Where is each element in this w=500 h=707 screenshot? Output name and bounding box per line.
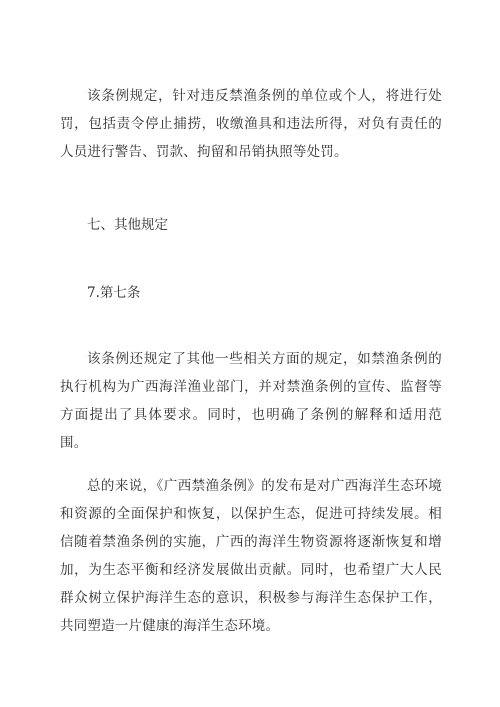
- section-heading-other-provisions: 七、其他规定: [87, 217, 168, 233]
- paragraph-penalties: 该条例规定，针对违反禁渔条例的单位或个人，将进行处罚，包括责令停止捕捞，收缴渔具和违法所得，对负有责任的人员进行警告、罚款、拘留和吊销执照等处罚。: [60, 88, 442, 160]
- article-heading-seventh: 7.第七条: [87, 285, 141, 301]
- paragraph-conclusion: 总的来说，《广西禁渔条例》的发布是对广西海洋生态环境和资源的全面保护和恢复，以保护生态，促进可持续发展。相信随着禁渔条例的实施，广西的海洋生物资源将逐渐恢复和增加，为生态平衡和经济发展做出贡献。同时，也希望广大人民群众树立保护海洋生态的意识，积极参与海洋生态保护工作，共同塑造一片健康的海洋生态环境。: [60, 478, 442, 634]
- paragraph-other-provisions: 该条例还规定了其他一些相关方面的规定，如禁渔条例的执行机构为广西海洋渔业部门，并对禁渔条例的宣传、监督等方面提出了具体要求。同时，也明确了条例的解释和适用范围。: [60, 351, 442, 451]
